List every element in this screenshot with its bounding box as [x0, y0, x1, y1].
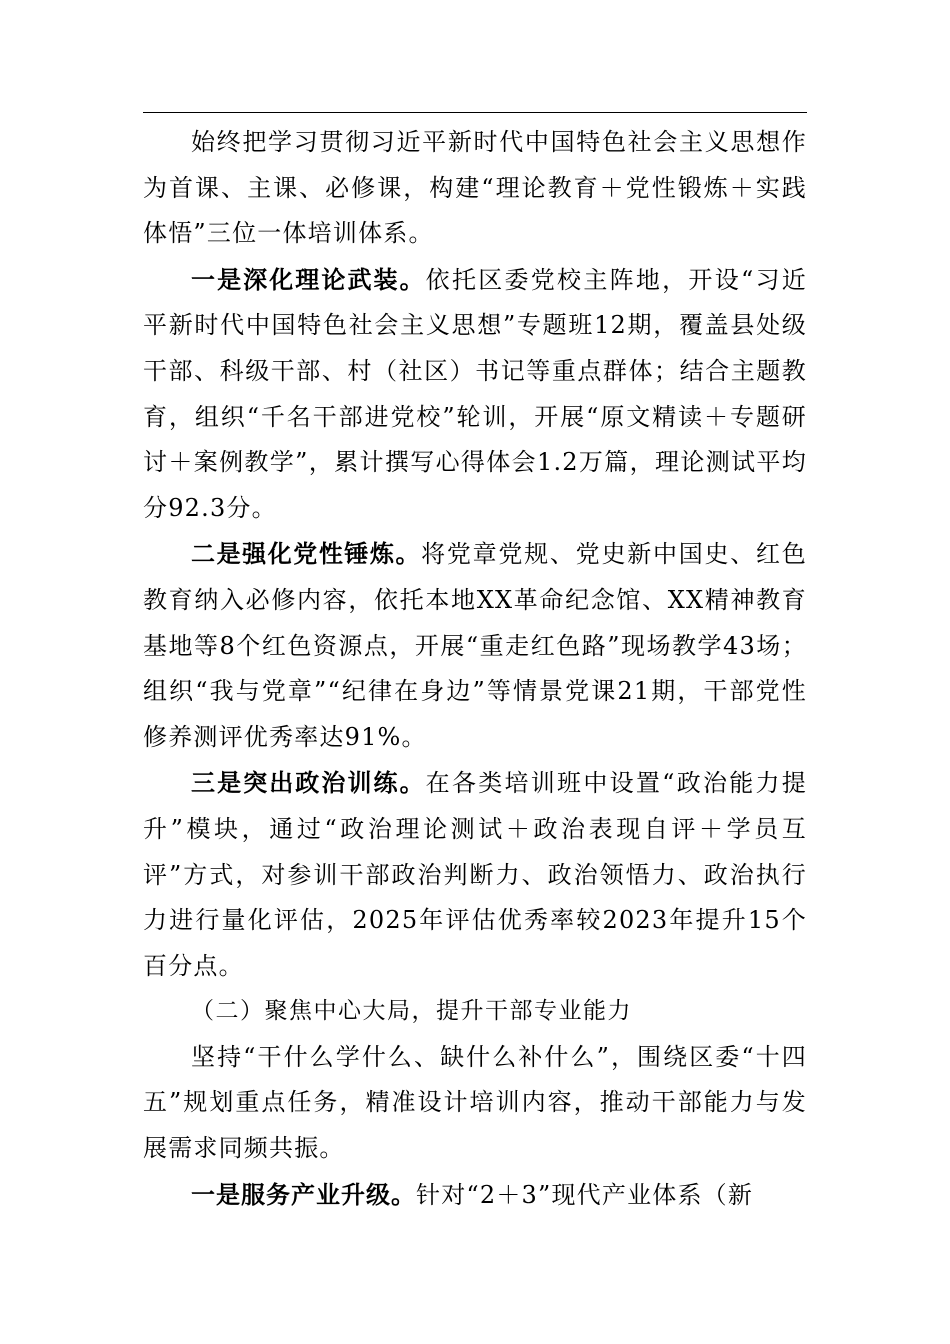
party-spirit-paragraph [143, 531, 807, 760]
paragraph-text: 针对“2＋3”现代产业体系（新 [416, 1180, 754, 1209]
section-heading [143, 989, 807, 1035]
heading-text: （二）聚焦中心大局，提升干部专业能力 [191, 998, 632, 1025]
paragraph-lead: 一是服务产业升级。 [191, 1179, 416, 1209]
paragraph-text: 在各类培训班中设置“政治能力提升”模块，通过“政治理论测试＋政治表现自评＋学员互评”方式，对参训干部政治判断力、政治领悟力、政治执行力进行量化评估，2025年评估优秀率较2023年提升15个百分点。 [143, 769, 807, 980]
industry-paragraph [143, 1172, 807, 1219]
section-intro-paragraph [143, 1035, 807, 1172]
paragraph-lead: 三是突出政治训练。 [191, 768, 426, 798]
intro-paragraph [143, 120, 807, 257]
paragraph-text: 坚持“干什么学什么、缺什么补什么”，围绕区委“十四五”规划重点任务，精准设计培训内容，推动干部能力与发展需求同频共振。 [143, 1042, 807, 1163]
political-training-paragraph [143, 760, 807, 989]
document-body [143, 120, 807, 1218]
paragraph-text: 将党章党规、党史新中国史、红色教育纳入必修内容，依托本地XX革命纪念馆、XX精神教育基地等8个红色资源点，开展“重走红色路”现场教学43场；组织“我与党章”“纪律在身边”等情景党课21期，干部党性修养测评优秀率达91%。 [143, 540, 808, 751]
paragraph-lead: 二是强化党性锤炼。 [191, 539, 422, 569]
paragraph-text: 始终把学习贯彻习近平新时代中国特色社会主义思想作为首课、主课、必修课，构建“理论教育＋党性锻炼＋实践体悟”三位一体培训体系。 [143, 128, 807, 248]
theory-paragraph [143, 257, 807, 532]
paragraph-lead: 一是深化理论武装。 [191, 264, 426, 294]
paragraph-text: 依托区委党校主阵地，开设“习近平新时代中国特色社会主义思想”专题班12期，覆盖县处级干部、科级干部、村（社区）书记等重点群体；结合主题教育，组织“千名干部进党校”轮训，开展“原文精读＋专题研讨＋案例教学”，累计撰写心得体会1.2万篇，理论测试平均分92.3分。 [143, 265, 807, 522]
header-rule [143, 112, 807, 113]
